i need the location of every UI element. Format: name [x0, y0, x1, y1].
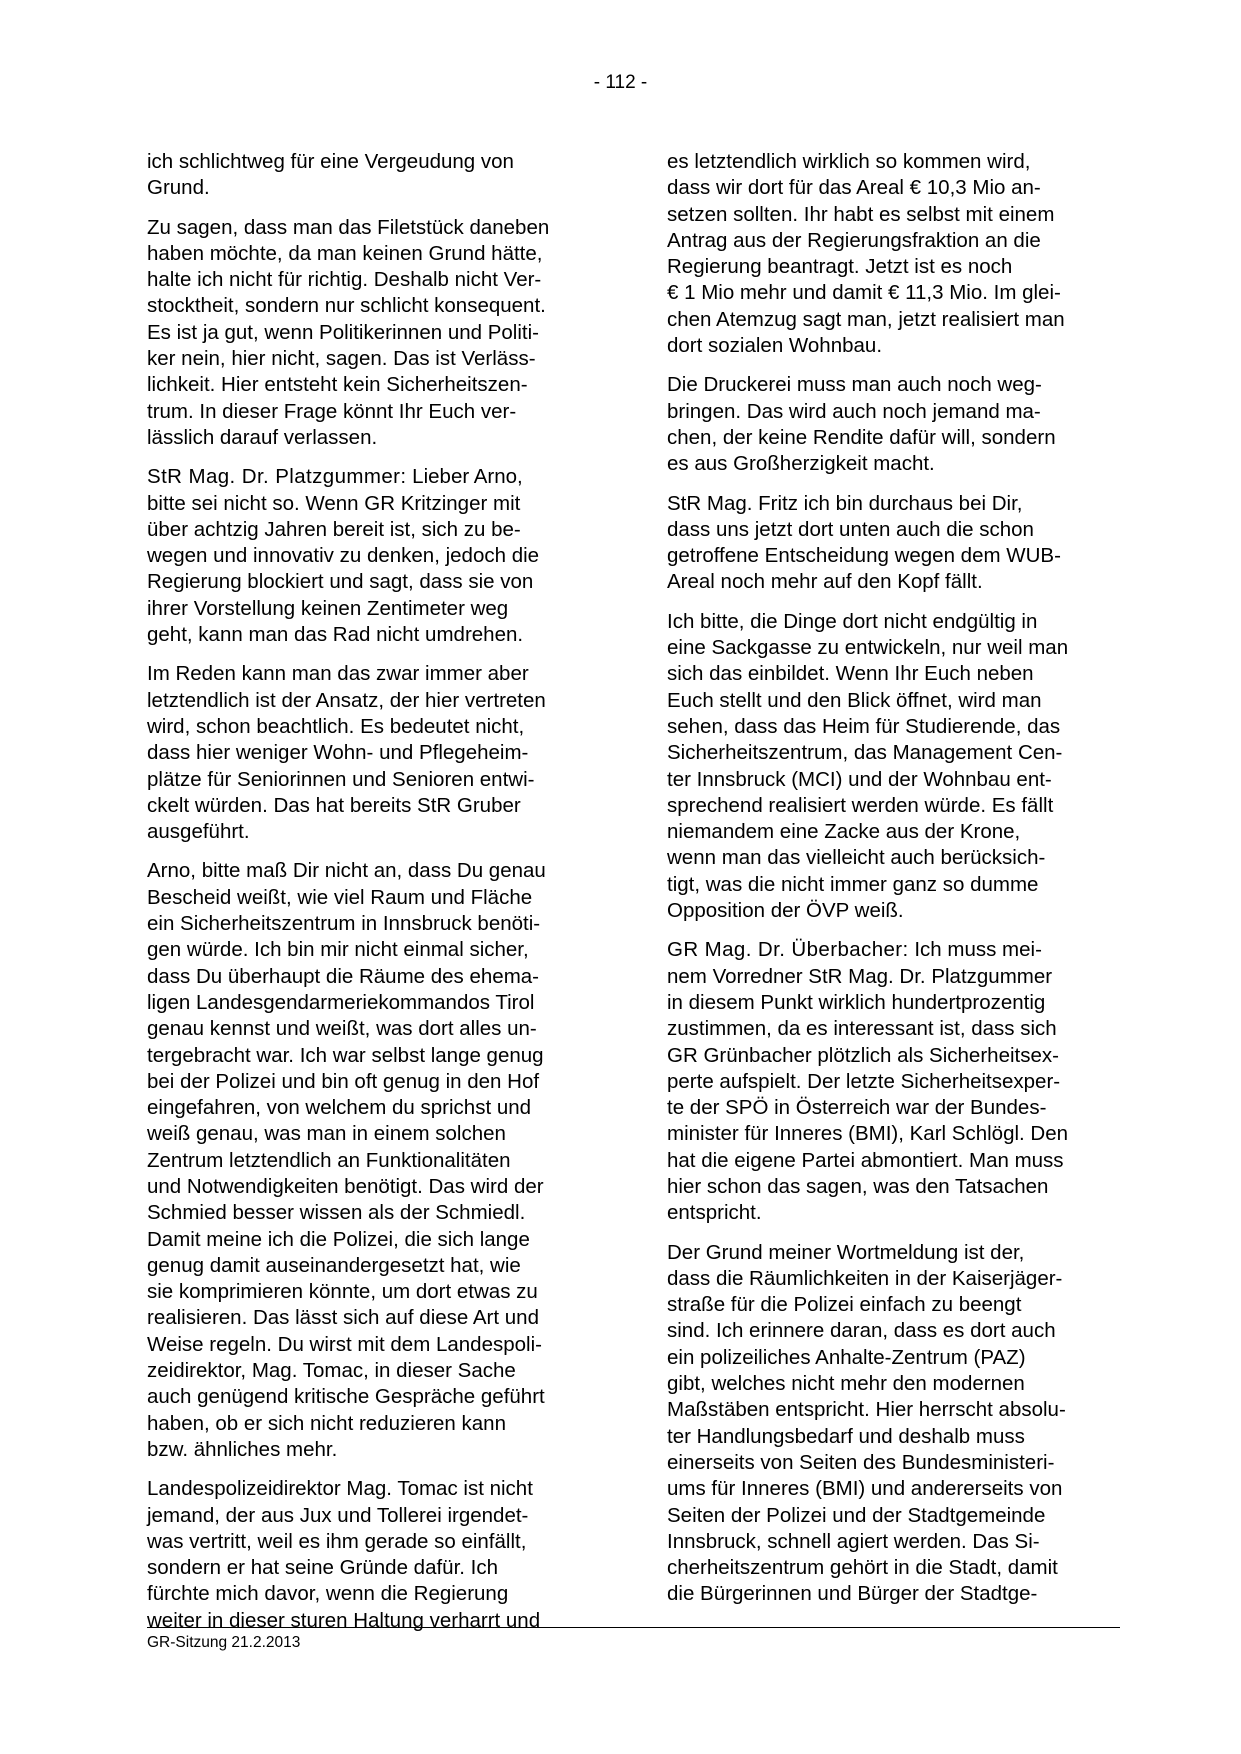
text-line: Innsbruck, schnell agiert werden. Das Si-	[667, 1529, 1040, 1553]
text-line: getroffene Entscheidung wegen dem WUB-	[667, 544, 1061, 568]
text-line: GR Grünbacher plötzlich als Sicherheitsex-	[667, 1043, 1059, 1067]
text-line: die Bürgerinnen und Bürger der Stadtge-	[667, 1582, 1038, 1606]
text-line: ihrer Vorstellung keinen Zentimeter weg	[147, 596, 509, 620]
text-line: wenn man das vielleicht auch berücksich-	[667, 846, 1046, 870]
text-line	[147, 464, 603, 490]
text-line: chen Atemzug sagt man, jetzt realisiert man	[667, 307, 1065, 331]
text-line: ein polizeiliches Anhalte-Zentrum (PAZ)	[667, 1345, 1026, 1369]
speech-text: Ich muss mei-	[908, 938, 1042, 962]
text-line: lässlich darauf verlassen.	[147, 425, 378, 449]
paragraph	[147, 215, 603, 452]
text-line: fürchte mich davor, wenn die Regierung	[147, 1582, 509, 1606]
text-line: sehen, dass das Heim für Studierende, das	[667, 714, 1061, 738]
text-line: auch genügend kritische Gespräche geführt	[147, 1385, 545, 1409]
paragraph	[147, 1476, 603, 1634]
text-line: Zu sagen, dass man das Filetstück daneben	[147, 215, 550, 239]
text-line: es letztendlich wirklich so kommen wird,	[667, 150, 1031, 173]
text-line: Opposition der ÖVP weiß.	[667, 899, 904, 923]
text-line: Maßstäben entspricht. Hier herrscht absolu-	[667, 1398, 1066, 1422]
text-line: hier schon das sagen, was den Tatsachen	[667, 1174, 1049, 1198]
paragraph	[147, 149, 603, 202]
text-line: wegen und innovativ zu denken, jedoch die	[147, 544, 540, 568]
text-line: es aus Großherzigkeit macht.	[667, 452, 935, 476]
footer-divider	[147, 1627, 1120, 1628]
text-line: sondern er hat seine Gründe dafür. Ich	[147, 1556, 499, 1580]
text-line: tergebracht war. Ich war selbst lange genug	[147, 1043, 544, 1067]
text-line: Regierung beantragt. Jetzt ist es noch	[667, 255, 1013, 279]
text-line: weiß genau, was man in einem solchen	[147, 1122, 506, 1146]
text-line: niemandem eine Zacke aus der Krone,	[667, 820, 1021, 844]
text-line: Weise regeln. Du wirst mit dem Landespoli-	[147, 1332, 542, 1356]
text-line: sie komprimieren könnte, um dort etwas zu	[147, 1280, 538, 1304]
text-line: Seiten der Polizei und der Stadtgemeinde	[667, 1503, 1046, 1527]
left-column	[147, 149, 603, 1647]
text-line: plätze für Seniorinnen und Senioren entwi-	[147, 767, 535, 791]
paragraph	[667, 149, 1127, 359]
text-line: lichkeit. Hier entsteht kein Sicherheitszen-	[147, 373, 528, 397]
text-line: trum. In dieser Frage könnt Ihr Euch ver-	[147, 399, 517, 423]
text-line: Antrag aus der Regierungsfraktion an die	[667, 228, 1041, 252]
text-line: sind. Ich erinnere daran, dass es dort auch	[667, 1319, 1056, 1343]
text-line: ker nein, hier nicht, sagen. Das ist Verläss-	[147, 347, 536, 371]
text-line: cherheitszentrum gehört in die Stadt, damit	[667, 1556, 1058, 1580]
text-line: sprechend realisiert werden würde. Es fällt	[667, 793, 1054, 817]
speaker-name: StR Mag. Dr. Platzgummer:	[147, 465, 407, 489]
text-line: wird, schon beachtlich. Es bedeutet nicht,	[147, 714, 525, 738]
right-column	[667, 149, 1127, 1621]
text-line: gen würde. Ich bin mir nicht einmal sicher,	[147, 938, 529, 962]
text-line: ausgeführt.	[147, 820, 250, 844]
text-line: StR Mag. Fritz ich bin durchaus bei Dir,	[667, 491, 1023, 515]
text-line: chen, der keine Rendite dafür will, sondern	[667, 425, 1056, 449]
text-line: sich das einbildet. Wenn Ihr Euch neben	[667, 662, 1034, 686]
speech-text: Lieber Arno,	[406, 465, 523, 489]
text-line: dort sozialen Wohnbau.	[667, 334, 883, 358]
text-line: perte aufspielt. Der letzte Sicherheitsexper-	[667, 1069, 1061, 1093]
text-line: Grund.	[147, 176, 210, 200]
text-line: Arno, bitte maß Dir nicht an, dass Du genau	[147, 859, 546, 883]
text-line: Der Grund meiner Wortmeldung ist der,	[667, 1240, 1025, 1264]
text-line: dass hier weniger Wohn- und Pflegeheim-	[147, 741, 529, 765]
text-line: zeidirektor, Mag. Tomac, in dieser Sache	[147, 1359, 516, 1383]
text-line	[667, 937, 1127, 963]
text-line: tigt, was die nicht immer ganz so dumme	[667, 872, 1039, 896]
text-line: über achtzig Jahren bereit ist, sich zu be-	[147, 517, 521, 541]
text-line: minister für Inneres (BMI), Karl Schlögl. Den	[667, 1122, 1069, 1146]
text-line: dass die Räumlichkeiten in der Kaiserjäger-	[667, 1266, 1063, 1290]
text-line: eingefahren, von welchem du sprichst und	[147, 1096, 532, 1120]
text-line: haben, ob er sich nicht reduzieren kann	[147, 1411, 506, 1435]
text-line: weiter in dieser sturen Haltung verharrt und	[147, 1608, 541, 1632]
text-line: genau kennst und weißt, was dort alles un-	[147, 1017, 537, 1041]
text-line: halte ich nicht für richtig. Deshalb nicht Ver-	[147, 268, 542, 292]
footer-session-label: GR-Sitzung 21.2.2013	[147, 1634, 301, 1651]
text-line: haben möchte, da man keinen Grund hätte,	[147, 241, 543, 265]
text-line: Es ist ja gut, wenn Politikerinnen und Politi-	[147, 320, 539, 344]
text-line: bringen. Das wird auch noch jemand ma-	[667, 399, 1041, 423]
text-line: jemand, der aus Jux und Tollerei irgendet-	[147, 1503, 529, 1527]
paragraph	[667, 609, 1127, 925]
text-line: entspricht.	[667, 1201, 762, 1225]
text-line: in diesem Punkt wirklich hundertprozentig	[667, 990, 1046, 1014]
text-line: bitte sei nicht so. Wenn GR Kritzinger mit	[147, 491, 521, 515]
text-line: Euch stellt und den Blick öffnet, wird man	[667, 688, 1042, 712]
text-line: einerseits von Seiten des Bundesministeri-	[667, 1450, 1055, 1474]
text-line: gibt, welches nicht mehr den modernen	[667, 1372, 1025, 1396]
paragraph	[667, 372, 1127, 477]
text-line: Die Druckerei muss man auch noch weg-	[667, 373, 1042, 397]
text-line: Ich bitte, die Dinge dort nicht endgültig in	[667, 609, 1038, 633]
text-line: Im Reden kann man das zwar immer aber	[147, 662, 529, 686]
text-line: bzw. ähnliches mehr.	[147, 1437, 338, 1461]
text-line: Damit meine ich die Polizei, die sich lange	[147, 1227, 530, 1251]
text-line: Areal noch mehr auf den Kopf fällt.	[667, 570, 983, 594]
text-line: Sicherheitszentrum, das Management Cen-	[667, 741, 1063, 765]
speaker-paragraph	[667, 937, 1127, 1226]
text-line: Regierung blockiert und sagt, dass sie von	[147, 570, 534, 594]
text-line: € 1 Mio mehr und damit € 11,3 Mio. Im glei-	[667, 281, 1061, 305]
paragraph	[147, 858, 603, 1463]
text-line: Zentrum letztendlich an Funktionalitäten	[147, 1148, 511, 1172]
text-line: hat die eigene Partei abmontiert. Man muss	[667, 1148, 1064, 1172]
text-line: geht, kann man das Rad nicht umdrehen.	[147, 623, 524, 647]
text-line: straße für die Polizei einfach zu beengt	[667, 1293, 1022, 1317]
text-line: letztendlich ist der Ansatz, der hier vertreten	[147, 688, 546, 712]
text-line: Landespolizeidirektor Mag. Tomac ist nicht	[147, 1477, 533, 1501]
text-line: setzen sollten. Ihr habt es selbst mit einem	[667, 202, 1055, 226]
text-line: nem Vorredner StR Mag. Dr. Platzgummer	[667, 964, 1053, 988]
text-line: ligen Landesgendarmeriekommandos Tirol	[147, 990, 535, 1014]
text-line: ckelt würden. Das hat bereits StR Gruber	[147, 793, 521, 817]
text-line: ich schlichtweg für eine Vergeudung von	[147, 150, 514, 173]
text-line: realisieren. Das lässt sich auf diese Art und	[147, 1306, 539, 1330]
text-line: eine Sackgasse zu entwickeln, nur weil man	[667, 636, 1069, 660]
text-line: genug damit auseinandergesetzt hat, wie	[147, 1253, 521, 1277]
text-line: ter Innsbruck (MCI) und der Wohnbau ent-	[667, 767, 1052, 791]
text-line: dass Du überhaupt die Räume des ehema-	[147, 964, 540, 988]
text-line: ums für Inneres (BMI) und andererseits von	[667, 1477, 1063, 1501]
paragraph	[667, 491, 1127, 596]
text-line: zustimmen, da es interessant ist, dass sich	[667, 1017, 1057, 1041]
text-line: was vertritt, weil es ihm gerade so einfällt,	[147, 1529, 527, 1553]
text-line: dass wir dort für das Areal € 10,3 Mio an-	[667, 176, 1041, 200]
speaker-name: GR Mag. Dr. Überbacher:	[667, 938, 909, 962]
speaker-paragraph	[147, 464, 603, 648]
text-line: und Notwendigkeiten benötigt. Das wird der	[147, 1174, 544, 1198]
text-line: dass uns jetzt dort unten auch die schon	[667, 517, 1034, 541]
text-line: stocktheit, sondern nur schlicht konsequent.	[147, 294, 546, 318]
paragraph	[147, 661, 603, 845]
text-line: ein Sicherheitszentrum in Innsbruck benöti-	[147, 912, 541, 936]
text-line: ter Handlungsbedarf und deshalb muss	[667, 1424, 1025, 1448]
text-line: bei der Polizei und bin oft genug in den Hof	[147, 1069, 540, 1093]
text-line: Bescheid weißt, wie viel Raum und Fläche	[147, 885, 533, 909]
text-line: Schmied besser wissen als der Schmiedl.	[147, 1201, 526, 1225]
text-line: te der SPÖ in Österreich war der Bundes-	[667, 1096, 1047, 1120]
paragraph	[667, 1240, 1127, 1608]
page-number: - 112 -	[593, 72, 648, 93]
